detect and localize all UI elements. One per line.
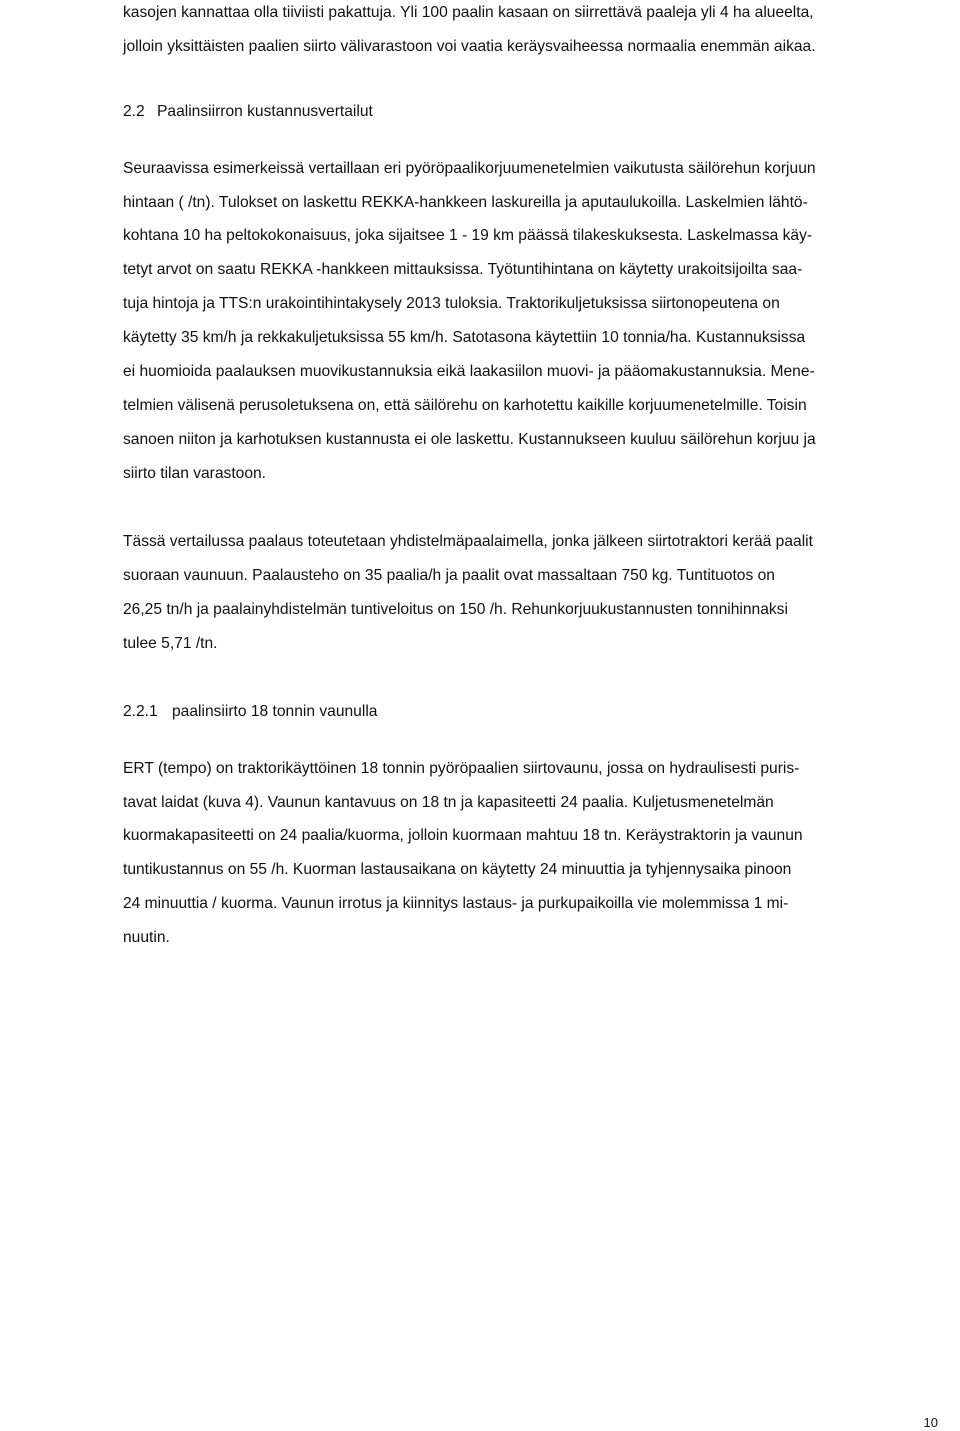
intro-line: kasojen kannattaa olla tiiviisti pakattuja. Yli 100 paalin kasaan on siirrettävä paaleja yli 4 ha alueelta, [123,4,814,21]
paragraph-line: ERT (tempo) on traktorikäyttöinen 18 tonnin pyöröpaalien siirtovaunu, jossa on hydraulisesti puris- [123,760,800,777]
section-number: 2.2.1 [123,703,158,720]
paragraph-line: tuja hintoja ja TTS:n urakointihintakysely 2013 tuloksia. Traktorikuljetuksissa siirtonopeutena on [123,295,780,312]
paragraph-line: käytetty 35 km/h ja rekkakuljetuksissa 55 km/h. Satotasona käytettiin 10 tonnia/ha. Kustannuksissa [123,329,806,346]
section-heading-2-2 [123,102,145,122]
section-title: paalinsiirto 18 tonnin vaunulla [172,703,378,720]
paragraph-line: hintaan ( /tn). Tulokset on laskettu REKKA-hankkeen laskureilla ja aputaulukoilla. Laskelmien lähtö- [123,194,808,211]
paragraph-line: nuutin. [123,929,170,946]
paragraph-line: Seuraavissa esimerkeissä vertaillaan eri pyöröpaalikorjuumenetelmien vaikutusta säilörehun korjuun [123,160,816,177]
paragraph-line: 24 minuuttia / kuorma. Vaunun irrotus ja kiinnitys lastaus- ja purkupaikoilla vie molemmissa 1 mi- [123,895,789,912]
paragraph-line: tetyt arvot on saatu REKKA -hankkeen mittauksissa. Työtuntihintana on käytetty urakoitsijoilta saa- [123,261,803,278]
paragraph-line: siirto tilan varastoon. [123,465,267,482]
paragraph-line: sanoen niiton ja karhotuksen kustannusta ei ole laskettu. Kustannukseen kuuluu säilörehun korjuu ja [123,431,816,448]
paragraph-line: 26,25 tn/h ja paalainyhdistelmän tuntiveloitus on 150 /h. Rehunkorjuukustannusten tonnihinnaksi [123,601,788,618]
paragraph-line: telmien välisenä perusoletuksena on, että säilörehu on karhotettu kaikille korjuumenetelmille. Toisin [123,397,807,414]
page-number: 10 [923,1415,938,1430]
paragraph-line: tuntikustannus on 55 /h. Kuorman lastausaikana on käytetty 24 minuuttia ja tyhjennysaika pinoon [123,861,792,878]
paragraph-line: tulee 5,71 /tn. [123,635,218,652]
paragraph-line: Tässä vertailussa paalaus toteutetaan yhdistelmäpaalaimella, jonka jälkeen siirtotraktori kerää paalit [123,533,813,550]
intro-line: jolloin yksittäisten paalien siirto välivarastoon voi vaatia keräysvaiheessa normaalia enemmän aikaa. [123,38,816,55]
paragraph-line: tavat laidat (kuva 4). Vaunun kantavuus on 18 tn ja kapasiteetti 24 paalia. Kuljetusmenetelmän [123,794,774,811]
paragraph-line: kohtana 10 ha peltokokonaisuus, joka sijaitsee 1 - 19 km päässä tilakeskuksesta. Laskelmassa käy- [123,227,813,244]
section-number: 2.2 [123,103,145,120]
section-title: Paalinsiirron kustannusvertailut [157,103,373,120]
paragraph-line: suoraan vaunuun. Paalausteho on 35 paalia/h ja paalit ovat massaltaan 750 kg. Tuntituotos on [123,567,775,584]
paragraph-line: ei huomioida paalauksen muovikustannuksia eikä laakasiilon muovi- ja pääomakustannuksia. Mene- [123,363,815,380]
paragraph-line: kuormakapasiteetti on 24 paalia/kuorma, jolloin kuormaan mahtuu 18 tn. Keräystraktorin ja vaunun [123,827,803,844]
